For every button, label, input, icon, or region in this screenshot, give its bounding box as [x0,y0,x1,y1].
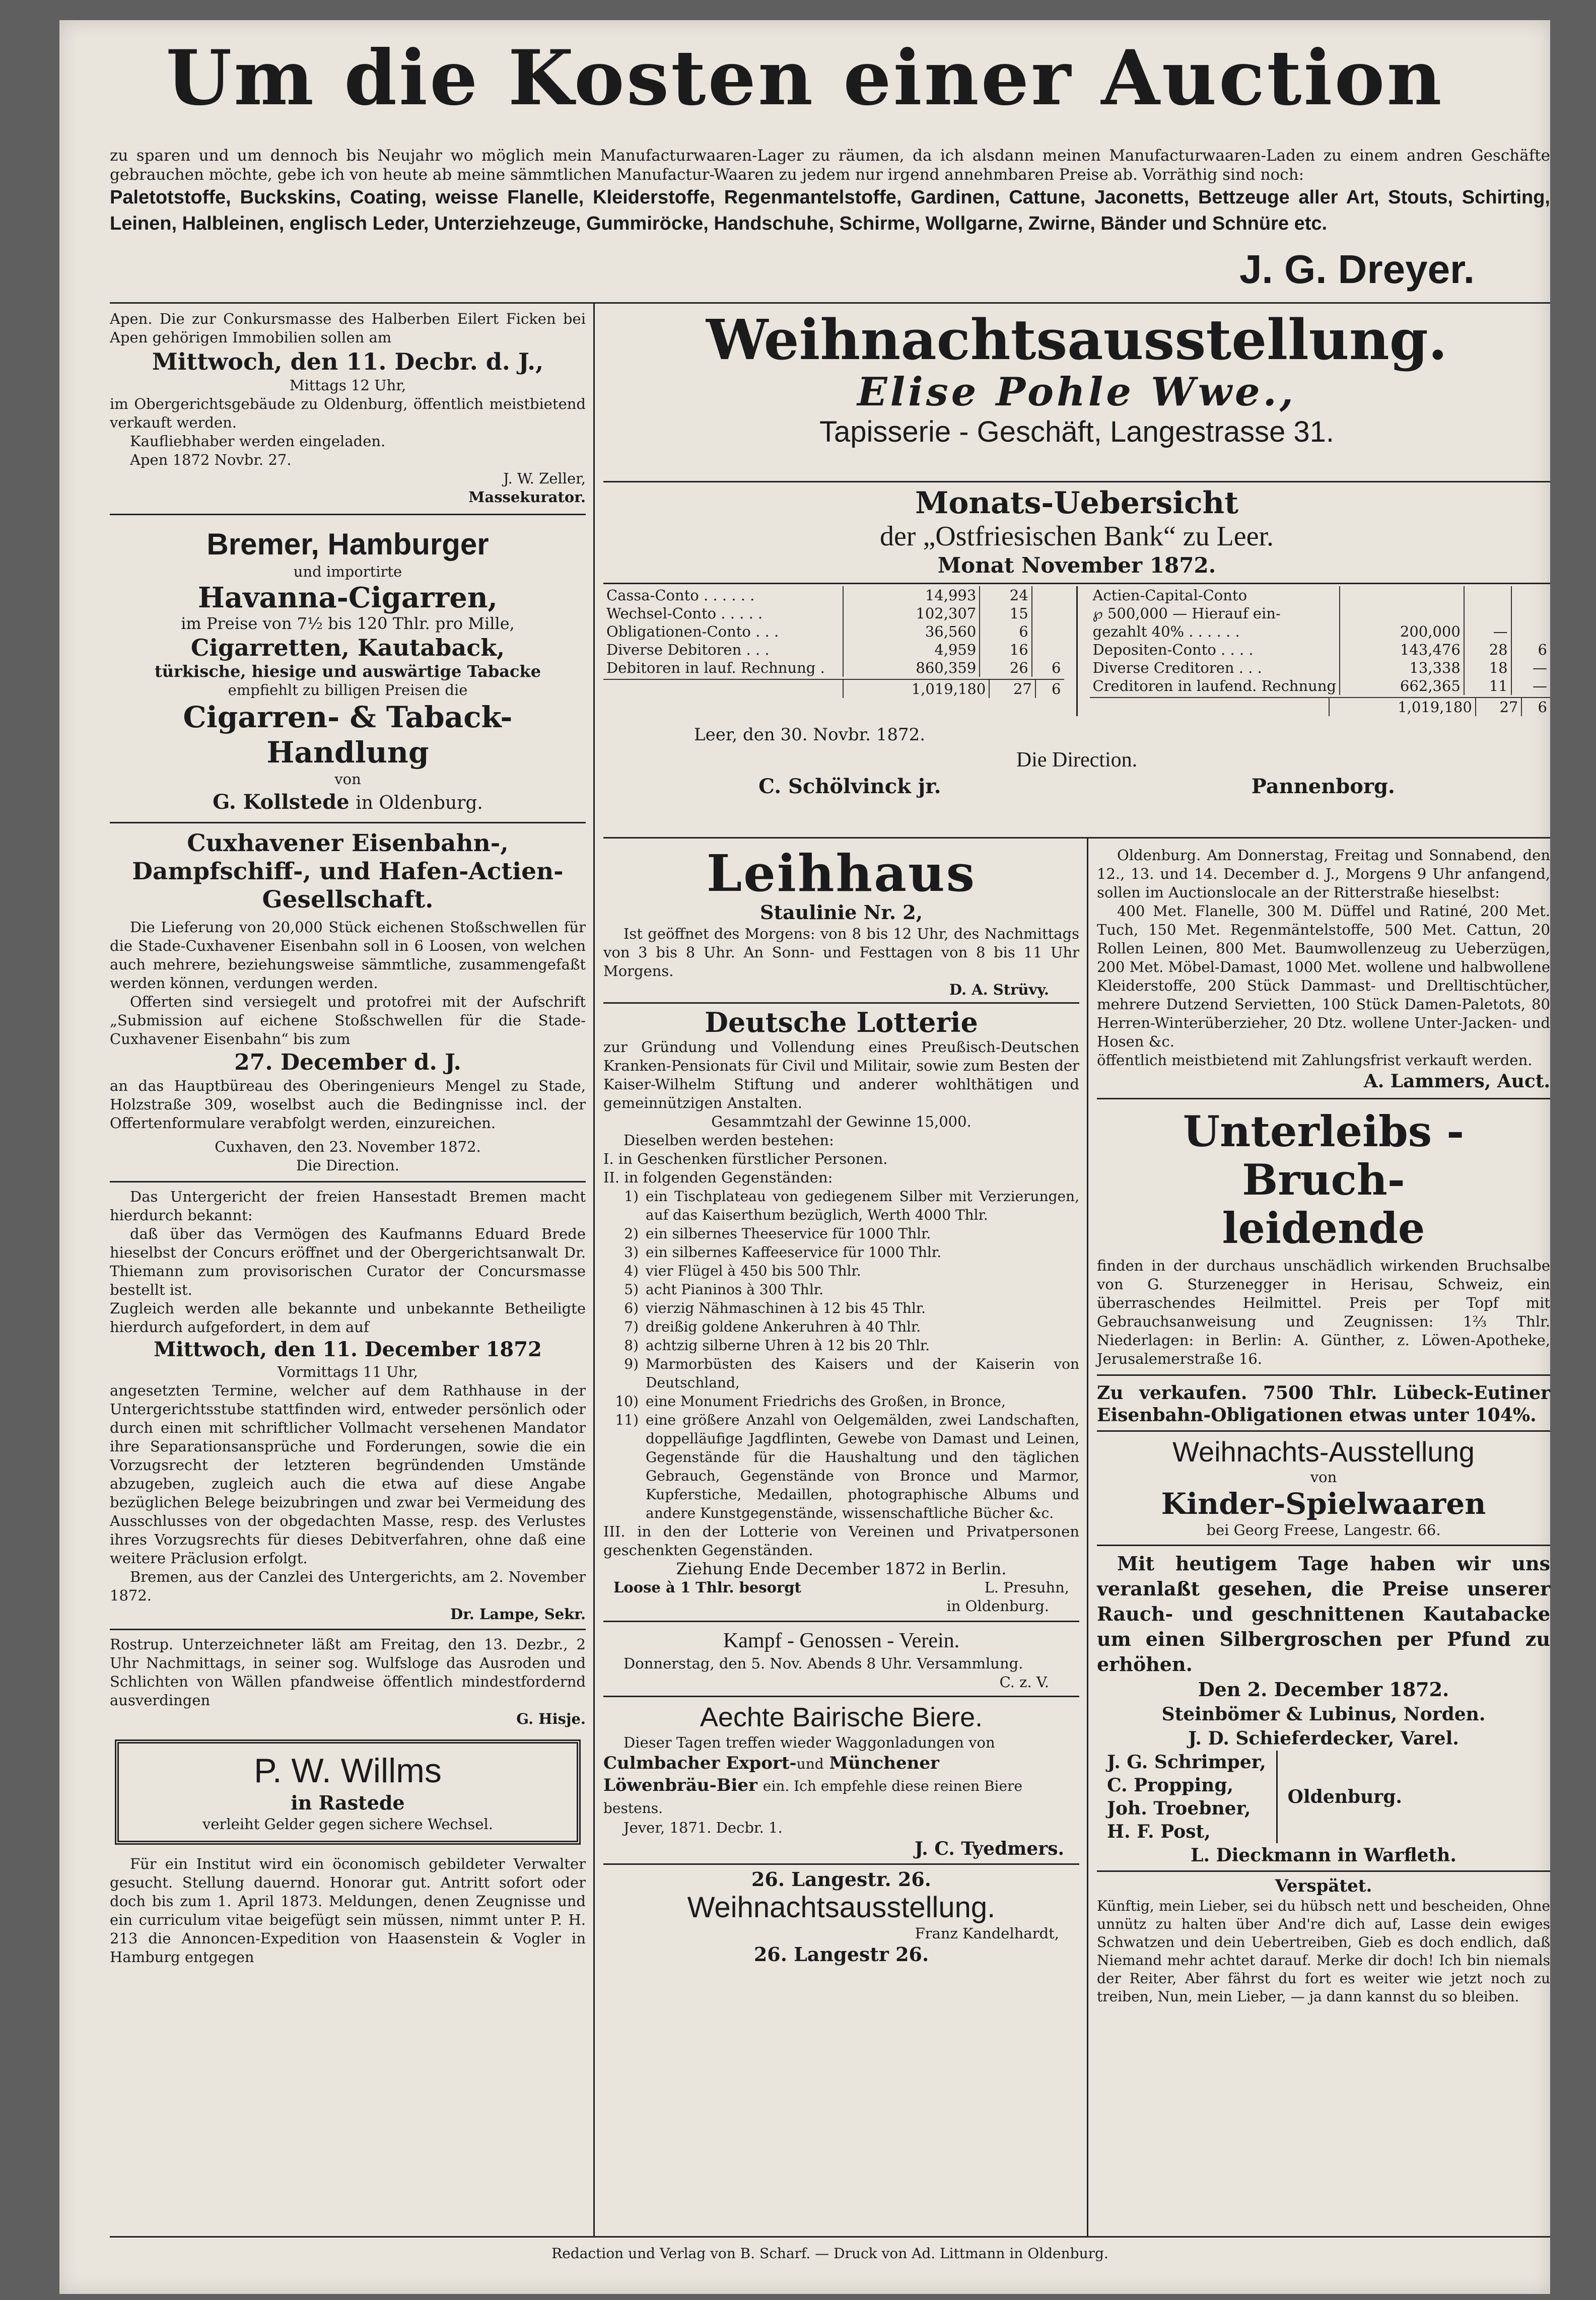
bank-liability-gr: — [1464,622,1511,641]
lotterie-lose: Loose à 1 Thlr. besorgt [613,1579,801,1596]
cuxhaven-notice [110,829,586,1175]
lotterie-item [603,1317,1079,1336]
bank-asset-gr: 16 [980,641,1031,659]
bank-asset-thlr: 102,307 [843,604,980,622]
bank-asset-thlr: 860,359 [843,659,980,677]
verspaetet-title: Verspätet. [1275,1876,1372,1896]
biere-and: und [796,1756,824,1772]
lotterie-item [603,1411,1079,1522]
rostrup-notice [110,1635,586,1728]
biere-text-2: ein. Ich empfehle diese reinen Biere bestens. [603,1778,1023,1817]
bank-assets-total [603,679,1064,698]
cigar-shop-name: G. Kollstede [213,790,350,814]
lotterie-item-number: 3) [624,1244,639,1261]
lammers-sign: A. Lammers, Auct. [1363,1071,1550,1092]
lotterie-item-text: eine Monument Friedrichs des Großen, in Bronce, [646,1393,1006,1410]
freese-title: Weihnachts-Ausstellung [1172,1436,1475,1468]
divider [1097,1545,1550,1546]
biere-brand-3: Löwenbräu-Bier [603,1775,757,1795]
kandelhardt-top: 26. Langestr. 26. [751,1868,932,1891]
bank-asset-pf [1032,586,1064,604]
lotterie-text-2: Gesammtzahl der Gewinne 15,000. [711,1113,972,1130]
bank-liability-label: gezahlt 40% . . . . . . [1092,623,1240,640]
bank-liability-label: Creditoren in laufend. Rechnung [1092,677,1337,694]
cigar-line-1: Bremer, Hamburger [206,527,489,561]
bank-rule [603,837,1550,839]
freese-ad [1097,1436,1550,1540]
column-divider-1 [593,303,595,2236]
lotterie-section-3: III. in den der Lotterie von Vereinen und Privatpersonen geschenkten Gegenständen. [603,1523,1079,1559]
divider [110,822,586,823]
bank-liability-pf [1511,586,1550,604]
auction-signature: J. G. Dreyer. [1239,247,1475,292]
bank-asset-gr: 26 [980,659,1031,677]
lotterie-item [603,1262,1079,1280]
bank-subtitle: der „Ostfriesischen Bank“ zu Leer. [879,521,1274,552]
pohle-title: Weihnachtsausstellung. [706,307,1447,372]
bank-asset-thlr: 36,560 [843,622,980,641]
lammers-text-1: Oldenburg. Am Donnerstag, Freitag und Sonnabend, den 12., 13. und 14. December d. J., Morgens 9 Uhr anfangend, sollen im Auctionslocale an der Ritterstraße hieselbst: [1097,847,1550,901]
divider [1097,1374,1550,1376]
bank-tables [603,586,1550,716]
lotterie-item-number: 11) [615,1412,639,1428]
lotterie-item [603,1280,1079,1299]
bank-month: Monat November 1872. [937,553,1216,578]
bank-liability-thlr: 200,000 [1340,622,1464,641]
apen-invite: Kaufliebhaber werden eingeladen. [130,433,386,450]
auction-title: Um die Kosten einer Auction [166,34,1444,122]
bank-sign-1: C. Schölvinck jr. [758,775,941,798]
bank-liability-gr: 11 [1464,677,1511,695]
kampf-sign: C. z. V. [999,1674,1049,1691]
tabak-group-member: J. G. Schrimper, [1107,1752,1266,1773]
bank-center-rule [1076,586,1078,716]
bank-liability-label: Actien-Capital-Conto [1092,587,1247,604]
bank-asset-pf [1032,622,1064,641]
footer-rule [110,2236,1550,2238]
bank-liability-row [1090,586,1551,604]
lotterie-section-2: II. in folgenden Gegenständen: [603,1169,833,1186]
bremen-text-4: angesetzten Termine, welcher auf dem Rathhause in der Untergerichtsstube stattfinden wird, entweder persönlich oder durch einen mit schriftlicher Vollmacht versehenen Mandator ihre Separationsansprüche und Forderungen, sowie die ein Vorzugsrecht der letzteren begründenden Umstände abzugeben, zugleich auch die etwa auf diese Angabe bezüglichen Belege beizubringen und zwar bei Vermeidung des Ausschlusses von der obgedachten Masse, resp. des Verlustes ihres Vorzugsrechts für dieses Debitverfahren, ohne daß eine weitere Präclusion erfolgt. [110,1382,586,1567]
apen-text: im Obergerichtsgebäude zu Oldenburg, öffentlich meistbietend verkauft werden. [110,395,586,431]
cigar-line-8: Cigarren- & Taback-Handlung [183,700,513,770]
bremen-time: Vormittags 11 Uhr, [277,1363,418,1380]
divider [603,1621,1079,1622]
bank-title: Monats-Uebersicht [915,485,1238,521]
bank-liabilities-total [1090,697,1551,716]
bruch-title-1: Unterleibs - Bruch- [1183,1106,1465,1205]
bank-liabilities-total-gr: 27 [1476,698,1522,716]
bank-asset-row [603,659,1064,677]
apen-intro: Apen. Die zur Conkursmasse des Halberben Eilert Ficken bei Apen gehörigen Immobilien sollen am [110,310,586,346]
lotterie-item-number: 9) [624,1356,639,1372]
bank-liability-pf [1511,622,1550,641]
rostrup-text: Rostrup. Unterzeichneter läßt am Freitag, den 13. Dezbr., 2 Uhr Nachmittags, in seiner sog. Wulfsloge das Ausroden und Schlichten von Wällen pfandweise öffentlich mindestfordernd ausverdingen [110,1636,586,1709]
lotterie-text-3: Dieselben werden bestehen: [623,1132,834,1149]
lammers-text-3: öffentlich meistbietend mit Zahlungsfrist verkauft werden. [1097,1052,1533,1069]
bremen-date: Mittwoch, den 11. December 1872 [154,1338,542,1361]
bank-asset-gr: 24 [980,586,1031,604]
verspaetet-poem [1097,1875,1550,2006]
willms-text: verleiht Gelder gegen sichere Wechsel. [202,1816,493,1833]
lotterie-item [603,1336,1079,1355]
cuxhaven-place-date: Cuxhaven, den 23. November 1872. [215,1138,481,1155]
bank-asset-pf [1032,641,1064,659]
bank-direction: Die Direction. [1016,748,1138,772]
freese-by: bei Georg Freese, Langestr. 66. [1206,1521,1441,1539]
lotterie-item-number: 10) [615,1393,639,1410]
willms-ad [115,1739,581,1845]
cigar-line-9: von [334,771,361,788]
auction-headline [59,35,1550,121]
bank-overview [603,486,1550,800]
cuxhaven-text-3: an das Hauptbüreau des Oberingenieurs Mengel zu Stade, Holzstraße 309, woselbst auch die Bedingnisse incl. der Offertenformulare verabfolgt werden, einzureichen. [110,1077,586,1132]
lotterie-item-text: dreißig goldene Ankeruhren à 40 Thlr. [646,1318,921,1335]
bank-liabilities [1090,586,1551,716]
bank-asset-label: Obligationen-Conto . . . [606,623,779,640]
freese-name: Kinder-Spielwaaren [1161,1487,1486,1521]
bank-liability-row [1090,659,1551,677]
bank-assets-total-pf: 6 [1035,679,1064,698]
tabak-text: Mit heutigem Tage haben wir uns veranlaßt gesehen, die Preise unserer Rauch- und geschnittenen Kautabacke um einen Silbergroschen per Pfund zu erhöhen. [1097,1552,1550,1676]
weihnachtsausstellung-pohle [603,307,1550,450]
biere-brand-1: Culmbacher Export- [603,1753,797,1773]
lammers-text-2: 400 Met. Flanelle, 300 M. Düffel und Ratiné, 200 Met. Tuch, 150 Met. Regenmäntelstoffe, 500 Met. Cattun, 20 Rollen Leinen, 800 Met. Baumwollenzeug zu Ueberzügen, 200 Met. Möbel-Damast, 1000 Met. wollene und halbwollene Kleiderstoffe, 200 Stück Dammast- und Drelltischtücher, mehrere Dutzend Servietten, 100 Stück Damen-Paletots, 80 Herren-Winterüberzieher, 20 Dtz. wollene Unter-Jacken- und Hosen &c. [1097,902,1550,1050]
bank-liability-thlr: 662,365 [1340,677,1464,695]
lotterie-item [603,1224,1079,1243]
kampf-verein [603,1627,1079,1692]
lotterie-item-number: 7) [624,1318,639,1335]
divider [1097,1430,1550,1432]
bank-assets [603,586,1064,716]
lotterie-item-number: 5) [624,1281,639,1298]
cigar-line-2: und importirte [293,563,402,580]
tabak-sign-1: Steinbömer & Lubinus, Norden. [1161,1704,1486,1725]
bruch-text: finden in der durchaus unschädlich wirkenden Bruchsalbe von G. Sturzenegger in Herisau, Schweiz, ein überraschendes Heilmittel. Preis per Topf mit Gebrauchsanweisung und Zeugnissen: 1⅔ Thlr. Niederlagen: in Berlin: A. Günther, z. Löwen-Apotheke, Jerusalemerstraße 16. [1097,1257,1550,1367]
cigar-line-3: Havanna-Cigarren, [197,581,498,614]
bank-asset-gr: 6 [980,622,1031,641]
divider [110,1629,586,1630]
apen-date: Mittwoch, den 11. Decbr. d. J., [152,348,544,375]
bank-liability-pf: 6 [1511,641,1550,659]
bank-place-date-text: Leer, den 30. Novbr. 1872. [694,725,926,745]
freese-sub: von [1310,1469,1337,1486]
willms-name: P. W. Willms [254,1752,442,1790]
divider [603,1696,1079,1697]
tabak-sign-2: J. D. Schieferdecker, Varel. [1188,1728,1459,1749]
header-rule [110,302,1550,304]
bank-asset-gr: 15 [980,604,1031,622]
apen-sign-role: Massekurator. [468,489,586,506]
cigar-line-7: empfiehlt zu billigen Preisen die [228,681,468,699]
tabak-notice [1097,1551,1550,1867]
bank-asset-row [603,622,1064,641]
bank-liability-row [1090,604,1551,622]
pohle-rule [603,481,1550,482]
tabak-date: Den 2. December 1872. [1198,1678,1449,1701]
bank-asset-label: Wechsel-Conto . . . . . [606,605,763,622]
pohle-name: Elise Pohle Wwe., [857,369,1296,415]
lotterie-item-text: vier Flügel à 450 bis 500 Thlr. [646,1263,861,1279]
bank-liability-row [1090,677,1551,695]
lotterie-item [603,1355,1079,1392]
bank-asset-row [603,604,1064,622]
bank-liability-pf: — [1511,677,1550,695]
lotterie-sign-2: in Oldenburg. [946,1597,1049,1615]
bremen-notice [110,1188,586,1624]
column-divider-2 [1087,839,1088,2236]
cigar-shop-place: in Oldenburg. [356,793,483,813]
tabak-sign-3: L. Dieckmann in Warfleth. [1191,1845,1456,1866]
biere-title: Aechte Bairische Biere. [700,1702,983,1732]
bank-asset-label: Debitoren in lauf. Rechnung . [606,659,825,676]
bank-liability-gr: 28 [1464,641,1511,659]
kandelhardt-name: Franz Kandelhardt, [915,1925,1059,1942]
bank-liabilities-total-thlr: 1,019,180 [1329,698,1476,716]
verspaetet-text: Künftig, mein Lieber, sei du hübsch nett und bescheiden, Ohne unnütz zu halten über And're dich auf, Lasse dein ewiges Schwatzen und dein Uebertreiben, Gieb es doch endlich, daß Niemand mehr achtet darauf. Merke dir doch! Ich bin niemals der Reiter, Aber fährst du fort es weiter wie jetzt noch zu treiben, Nun, mein Lieber, — ja dann kannst du so bleiben. [1097,1898,1550,2005]
bank-liability-row [1090,641,1551,659]
lotterie-footer [603,1578,1079,1597]
divider [1097,1870,1550,1872]
bank-assets-total-thlr: 1,019,180 [843,679,990,698]
verkaufen-ad: Zu verkaufen. 7500 Thlr. Lübeck-Eutiner Eisenbahn-Obligationen etwas unter 104%. [1097,1382,1550,1426]
bank-liability-thlr [1340,586,1464,604]
leihhaus-text: Ist geöffnet des Morgens: von 8 bis 12 Uhr, des Nachmittags von 3 bis 8 Uhr. An Sonn- und Festtagen von 8 bis 11 Uhr Morgens. [603,925,1079,980]
lotterie-title: Deutsche Lotterie [705,1006,978,1038]
bank-assets-total-gr: 27 [989,679,1035,698]
bank-liabilities-total-pf: 6 [1521,698,1550,716]
newspaper-page [59,20,1550,2294]
lotterie-item-text: vierzig Nähmaschinen à 12 bis 45 Thlr. [646,1300,926,1316]
auction-goods: Paletotstoffe, Buckskins, Coating, weisse Flanelle, Kleiderstoffe, Regenmantelstoffe, Gardinen, Cattune, Jaconetts, Bettzeuge aller Art, Stouts, Schirting, Leinen, Halbleinen, englisch Leder, Unterziehzeuge, Gummiröcke, Handschuhe, Schirme, Wollgarne, Zwirne, Bänder und Schnüre etc. [110,187,1550,234]
bank-asset-pf: 6 [1032,659,1064,677]
bank-asset-label: Cassa-Conto . . . . . . [606,587,755,604]
bank-liability-thlr: 13,338 [1340,659,1464,677]
bank-assets-table [603,586,1064,677]
divider [1097,1098,1550,1099]
cuxhaven-title: Cuxhavener Eisenbahn-, Dampfschiff-, und Hafen-Actien-Gesellschaft. [132,829,564,914]
kampf-title: Kampf - Genossen - Verein. [723,1629,960,1652]
lotterie-ad [603,1007,1079,1616]
cigar-ad [110,526,586,816]
bank-place-date [603,723,1550,746]
tabak-group-member: C. Propping, [1107,1775,1234,1796]
kandelhardt-ad [603,1868,1079,1966]
willms-place: in Rastede [291,1791,405,1814]
bremen-text-1: Das Untergericht der freien Hansestadt Bremen macht hierdurch bekannt: [110,1188,586,1224]
bremen-text-3: Zugleich werden alle bekannte und unbekannte Betheiligte hierdurch aufgefordert, in dem auf [110,1300,586,1336]
apen-place-date: Apen 1872 Novbr. 27. [130,451,292,468]
leihhaus-ad [603,846,1079,999]
bank-sign-2: Pannenborg. [1251,775,1395,798]
lotterie-item-number: 4) [624,1263,639,1279]
auction-intro: zu sparen und um dennoch bis Neujahr wo möglich mein Manufacturwaaren-Lager zu räumen, da ich alsdann meinen Manufacturwaaren-Laden zu einem andren Geschäfte gebrauchen möchte, gebe ich von heute ab meine sämmtlichen Manufactur-Waaren zu jedem nur irgend annehmbaren Preise ab. Vorräthig sind noch: [110,147,1550,184]
bank-signatures [603,774,1550,800]
bank-liability-row [1090,622,1551,641]
column-1 [110,310,586,1967]
divider [603,1863,1079,1865]
biere-sign: J. C. Tyedmers. [915,1838,1064,1859]
lotterie-item-number: 6) [624,1300,639,1316]
tabak-group [1097,1751,1550,1843]
bank-asset-thlr: 14,993 [843,586,980,604]
bank-liabilities-table [1090,586,1551,695]
lotterie-item-number: 8) [624,1337,639,1354]
bruch-title-2: leidende [1222,1203,1425,1253]
bank-liability-label: ℘ 500,000 — Hierauf ein- [1092,605,1281,622]
kandelhardt-bottom: 26. Langestr 26. [753,1943,929,1966]
bank-liability-gr [1464,604,1511,622]
biere-place-date: Jever, 1871. Decbr. 1. [623,1819,783,1836]
bank-liability-pf [1511,604,1550,622]
lotterie-section-1: I. in Geschenken fürstlicher Personen. [603,1150,888,1167]
bank-asset-row [603,641,1064,659]
apen-notice [110,310,586,507]
biere-line-1 [603,1752,1079,1774]
bank-asset-pf [1032,604,1064,622]
lotterie-draw: Ziehung Ende December 1872 in Berlin. [676,1559,1007,1578]
lotterie-item [603,1299,1079,1317]
tabak-group-member: H. F. Post, [1107,1821,1211,1842]
pohle-shop: Tapisserie - Geschäft, Langestrasse 31. [819,415,1334,448]
lotterie-items [603,1187,1079,1522]
cuxhaven-date: 27. December d. J. [234,1050,461,1075]
column-2-lower [603,846,1079,1966]
bank-asset-label: Diverse Debitoren . . . [606,641,770,658]
lotterie-item-text: Marmorbüsten des Kaisers und der Kaiserin von Deutschland, [646,1356,1079,1391]
bank-liability-label: Diverse Creditoren . . . [1092,659,1262,676]
lotterie-item-text: ein Tischplateau von gediegenem Silber mit Verzierungen, auf das Kaiserthum bezüglich, Werth 4000 Thlr. [646,1188,1079,1223]
kandelhardt-title: Weihnachtsausstellung. [687,1891,996,1924]
divider [110,1181,586,1182]
lotterie-item [603,1187,1079,1224]
lotterie-sign-1: L. Presuhn, [984,1579,1069,1596]
column-3 [1097,846,1550,2006]
bank-liability-label: Depositen-Conto . . . . [1092,641,1254,658]
leihhaus-title: Leihhaus [706,844,977,903]
bruch-ad [1097,1107,1550,1368]
cuxhaven-text-1: Die Lieferung von 20,000 Stück eichenen Stoßschwellen für die Stade-Cuxhavener Eisenbahn soll in 6 Loosen, von welchen auch mehrere, beziehungsweise sämmtliche, zusammengefaßt werden können, verdungen werden. [110,919,586,992]
bank-asset-row [603,586,1064,604]
biere-ad [603,1701,1079,1860]
kampf-text: Donnerstag, den 5. Nov. Abends 8 Uhr. Versammlung. [623,1655,1023,1672]
lotterie-item [603,1392,1079,1411]
bremen-text-2: daß über das Vermögen des Kaufmanns Eduard Brede hieselbst der Concurs eröffnet und der Obergerichtsanwalt Dr. Thiemann zum provisorischen Curator der Concursmasse bestellt ist. [110,1225,586,1298]
bank-liability-gr: 18 [1464,659,1511,677]
cigar-line-10 [110,789,586,816]
lotterie-item-text: achtzig silberne Uhren à 12 bis 20 Thlr. [646,1337,930,1354]
lotterie-item-number: 2) [624,1225,639,1242]
tabak-group-member: Joh. Troebner, [1107,1798,1251,1819]
divider [110,514,586,515]
lotterie-item [603,1243,1079,1262]
lotterie-item-text: ein silbernes Kaffeeservice für 1000 Thlr. [646,1244,942,1261]
cuxhaven-sign: Die Direction. [296,1157,399,1174]
apen-time: Mittags 12 Uhr, [289,377,406,394]
footer-imprint: Redaction und Verlag von B. Scharf. — Druck von Ad. Littmann in Oldenburg. [551,2245,1108,2262]
biere-text-1: Dieser Tagen treffen wieder Waggonladungen von [623,1734,995,1751]
rostrup-sign: G. Hisje. [516,1710,586,1727]
biere-brand-2: Münchener [829,1753,939,1773]
cigar-line-6: türkische, hiesige und auswärtige Tabacke [154,662,541,681]
bank-liability-gr [1464,586,1511,604]
bremen-place-date: Bremen, aus der Canzlei des Untergerichts, am 2. November 1872. [110,1568,586,1604]
lammers-auction [1097,846,1550,1093]
bank-liability-thlr: 143,476 [1340,641,1464,659]
lotterie-item-number: 1) [624,1188,639,1205]
cigar-line-4: im Preise von 7½ bis 120 Thlr. pro Mille, [181,614,515,633]
lotterie-item-text: eine größere Anzahl von Oelgemälden, zwei Landschaften, doppelläufige Jagdflinten, Gewebe von Damast und Leinen, Gegenstände für die Haushaltung und den täglichen Gebrauch, Gegenstände von Bronce und Marmor, Kupferstiche, Medaillen, photographische Albums und andere Kunstgegenstände, wissenschaftliche Bücher &c. [646,1412,1079,1521]
leihhaus-sign: D. A. Strüvy. [949,981,1049,998]
lotterie-item-text: ein silbernes Theeservice für 1000 Thlr. [646,1225,931,1242]
tabak-group-place: Oldenburg. [1287,1786,1402,1807]
biere-line-2 [603,1774,1079,1819]
apen-sign-name: J. W. Zeller, [503,470,586,487]
lotterie-item-text: acht Pianinos à 300 Thlr. [646,1281,824,1298]
bank-liability-thlr [1340,604,1464,622]
leihhaus-sub: Staulinie Nr. 2, [760,901,923,924]
cigar-line-5: Cigarretten, Kautaback, [190,634,505,661]
cuxhaven-text-2: Offerten sind versiegelt und protofrei mit der Aufschrift „Submission auf eichene Stoßschwellen für die Stade-Cuxhavener Eisenbahn“ bis zum [110,993,586,1048]
bank-table-top-rule [603,583,1550,584]
divider [603,1002,1079,1004]
bremen-sign: Dr. Lampe, Sekr. [450,1606,586,1623]
tabak-group-list [1107,1751,1278,1843]
lotterie-text-1: zur Gründung und Vollendung eines Preußisch-Deutschen Kranken-Pensionats für Civil und Militair, sowie zum Besten der Kaiser-Wilhelm Stiftung und anderer wohlthätigen und gemeinnützigen Anstalten. [603,1038,1079,1111]
bank-liability-pf: — [1511,659,1550,677]
bank-asset-thlr: 4,959 [843,641,980,659]
verwalter-ad: Für ein Institut wird ein öconomisch gebildeter Verwalter gesucht. Stellung dauernd. Honorar gut. Antritt sofort oder doch bis zum 1. April 1873. Meldungen, denen Zeugnisse und ein curriculum vitae beigefügt sein müssen, nimmt unter P. H. 213 die Annoncen-Expedition von Haasenstein & Vogler in Hamburg entgegen [110,1855,586,1966]
